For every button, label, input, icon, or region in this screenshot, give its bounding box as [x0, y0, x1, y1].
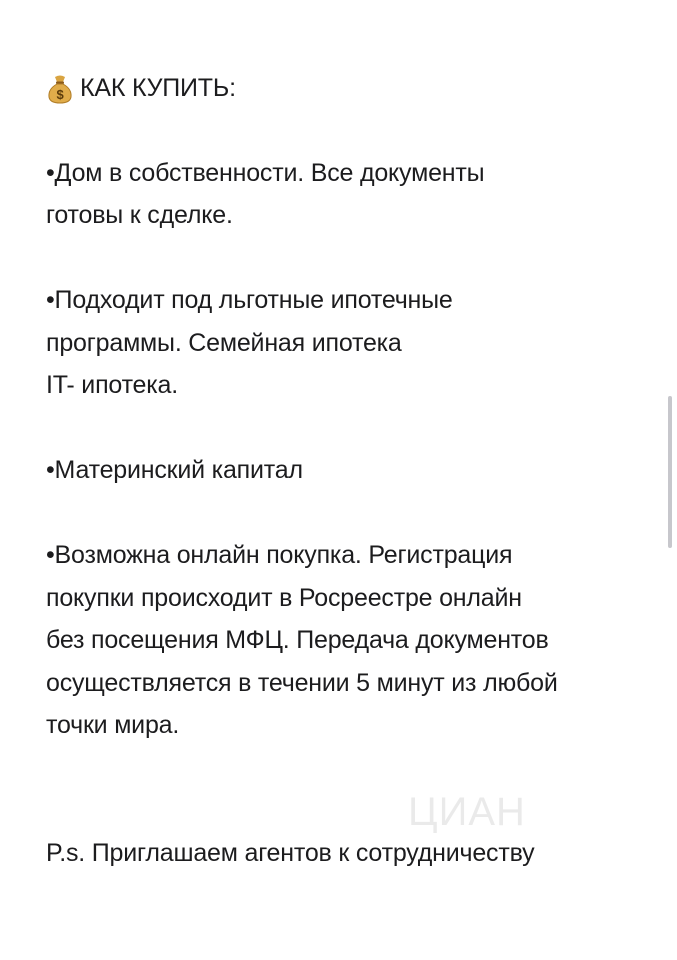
text-line: покупки происходит в Росреестре онлайн — [46, 584, 522, 612]
text-line: IT- ипотека. — [46, 371, 178, 399]
text-line: готовы к сделке. — [46, 201, 233, 229]
section-heading — [46, 73, 236, 103]
moneybag-icon — [46, 74, 74, 104]
text-line: осуществляется в течении 5 минут из любой — [46, 669, 558, 697]
text-line: •Дом в собственности. Все документы — [46, 159, 485, 187]
text-line: •Материнский капитал — [46, 456, 303, 484]
scrollbar[interactable] — [668, 396, 672, 548]
watermark-logo: ЦИАН — [408, 790, 526, 834]
footer-text: P.s. Приглашаем агентов к сотрудничеству — [46, 839, 535, 867]
text-line: точки мира. — [46, 711, 180, 739]
text-line: без посещения МФЦ. Передача документов — [46, 626, 549, 654]
watermark — [408, 782, 608, 842]
text-line: •Возможна онлайн покупка. Регистрация — [46, 541, 513, 569]
svg-text:$: $ — [56, 87, 64, 102]
heading-text: КАК КУПИТЬ: — [80, 74, 236, 102]
text-line: программы. Семейная ипотека — [46, 329, 402, 357]
text-line: •Подходит под льготные ипотечные — [46, 286, 453, 314]
